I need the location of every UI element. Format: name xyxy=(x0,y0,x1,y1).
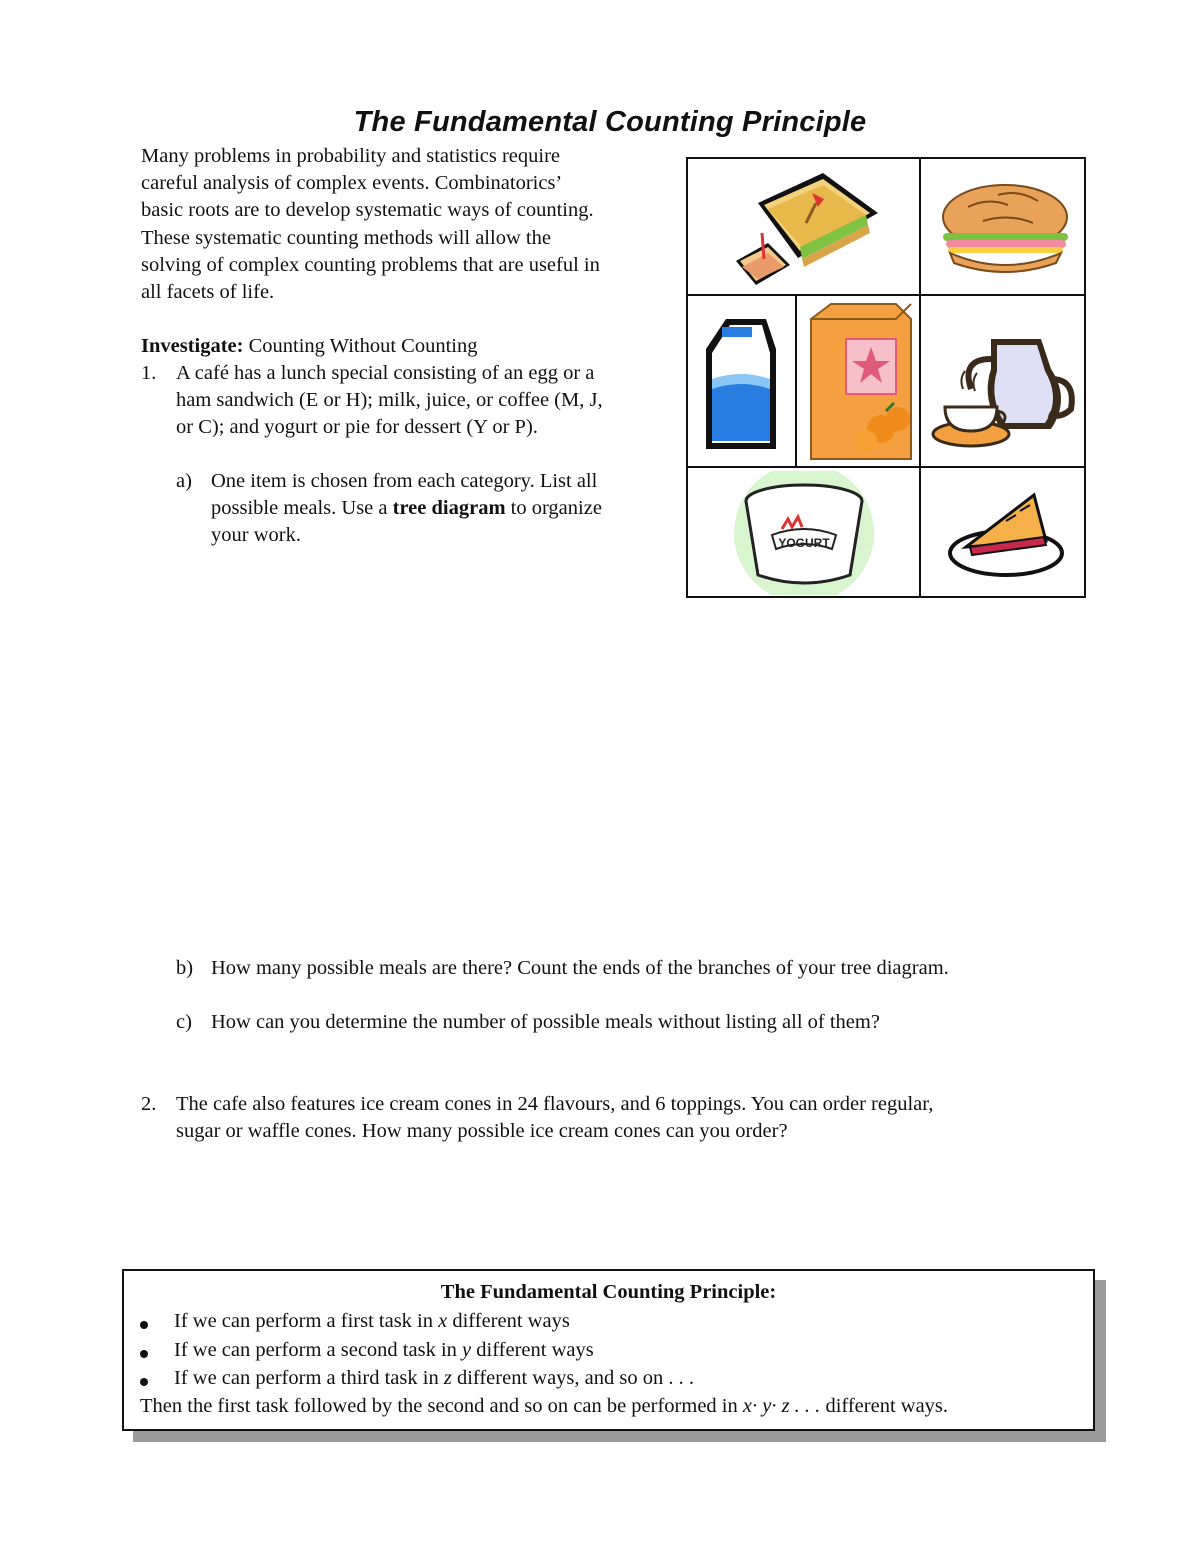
text-run: Then the first task followed by the second and so on can be performed in xyxy=(140,1395,743,1417)
question-line: A café has a lunch special consisting of an egg or a xyxy=(176,362,595,384)
juice-box-image xyxy=(806,299,916,464)
investigate-label: Investigate: xyxy=(141,335,244,357)
question-line: or C); and yogurt or pie for dessert (Y or P). xyxy=(176,416,538,439)
question-line: The cafe also features ice cream cones in 24 flavours, and 6 toppings. You can order regular, xyxy=(176,1093,934,1115)
text-run: different ways xyxy=(447,1310,570,1332)
bold-term: tree diagram xyxy=(392,497,506,520)
text-run: If we can perform a first task in xyxy=(174,1310,439,1332)
page-title: The Fundamental Counting Principle xyxy=(353,106,867,138)
yogurt-image xyxy=(732,471,877,595)
bullet-icon xyxy=(140,1378,148,1386)
variable: x xyxy=(438,1310,448,1332)
question-line: How many possible meals are there? Count the ends of the branches of your tree diagram. xyxy=(211,957,949,979)
food-image-grid xyxy=(686,157,1086,598)
text-run: to organize xyxy=(505,497,602,520)
variable: y xyxy=(462,1339,472,1361)
sub-question-label: c) xyxy=(176,1011,192,1033)
variable: z xyxy=(443,1367,452,1389)
intro-line: These systematic counting methods will allow the xyxy=(141,226,551,249)
yogurt-label: YOGURT xyxy=(778,536,830,550)
sub-question-label: b) xyxy=(176,957,194,979)
investigate-text: Counting Without Counting xyxy=(243,335,478,357)
question-line: ham sandwich (E or H); milk, juice, or coffee (M, J, xyxy=(176,389,603,412)
question-line: sugar or waffle cones. How many possible ice cream cones can you order? xyxy=(176,1120,788,1143)
intro-line: basic roots are to develop systematic ways of counting. xyxy=(141,199,594,222)
intro-line: careful analysis of complex events. Combinatorics’ xyxy=(141,172,563,195)
investigate-heading xyxy=(141,333,477,360)
question-line: your work. xyxy=(211,524,301,547)
question-line xyxy=(211,495,602,522)
principle-conclusion xyxy=(140,1395,948,1418)
bullet-icon xyxy=(140,1350,148,1358)
text-run: different ways xyxy=(471,1339,594,1361)
intro-line: all facets of life. xyxy=(141,281,275,304)
question-number: 1. xyxy=(141,362,157,384)
grid-divider xyxy=(688,294,1084,296)
burger-image xyxy=(938,177,1073,277)
text-run: If we can perform a second task in xyxy=(174,1339,463,1361)
intro-line: Many problems in probability and statistics require xyxy=(141,145,561,167)
grid-divider xyxy=(919,159,921,596)
question-number: 2. xyxy=(141,1093,157,1115)
text-run: different ways, and so on . . . xyxy=(451,1367,694,1389)
grid-divider xyxy=(688,466,1084,468)
question-line: How can you determine the number of possible meals without listing all of them? xyxy=(211,1011,880,1033)
sub-question-label: a) xyxy=(176,470,192,492)
principle-title: The Fundamental Counting Principle: xyxy=(440,1281,777,1303)
text-run: If we can perform a third task in xyxy=(174,1367,444,1389)
sandwich-image xyxy=(728,163,888,291)
pie-slice-image xyxy=(946,485,1066,581)
question-line: One item is chosen from each category. List all xyxy=(211,470,598,492)
grid-divider xyxy=(795,296,797,466)
text-run: possible meals. Use a xyxy=(211,497,393,520)
milk-carton-image xyxy=(696,309,786,454)
principle-box xyxy=(122,1269,1095,1431)
intro-paragraph xyxy=(141,143,600,306)
text-run: different ways. xyxy=(820,1395,949,1417)
bullet-icon xyxy=(140,1321,148,1329)
formula: x· y· z . . . xyxy=(742,1395,821,1417)
coffee-pot-image xyxy=(931,319,1079,449)
intro-line: solving of complex counting problems that are useful in xyxy=(141,253,600,276)
